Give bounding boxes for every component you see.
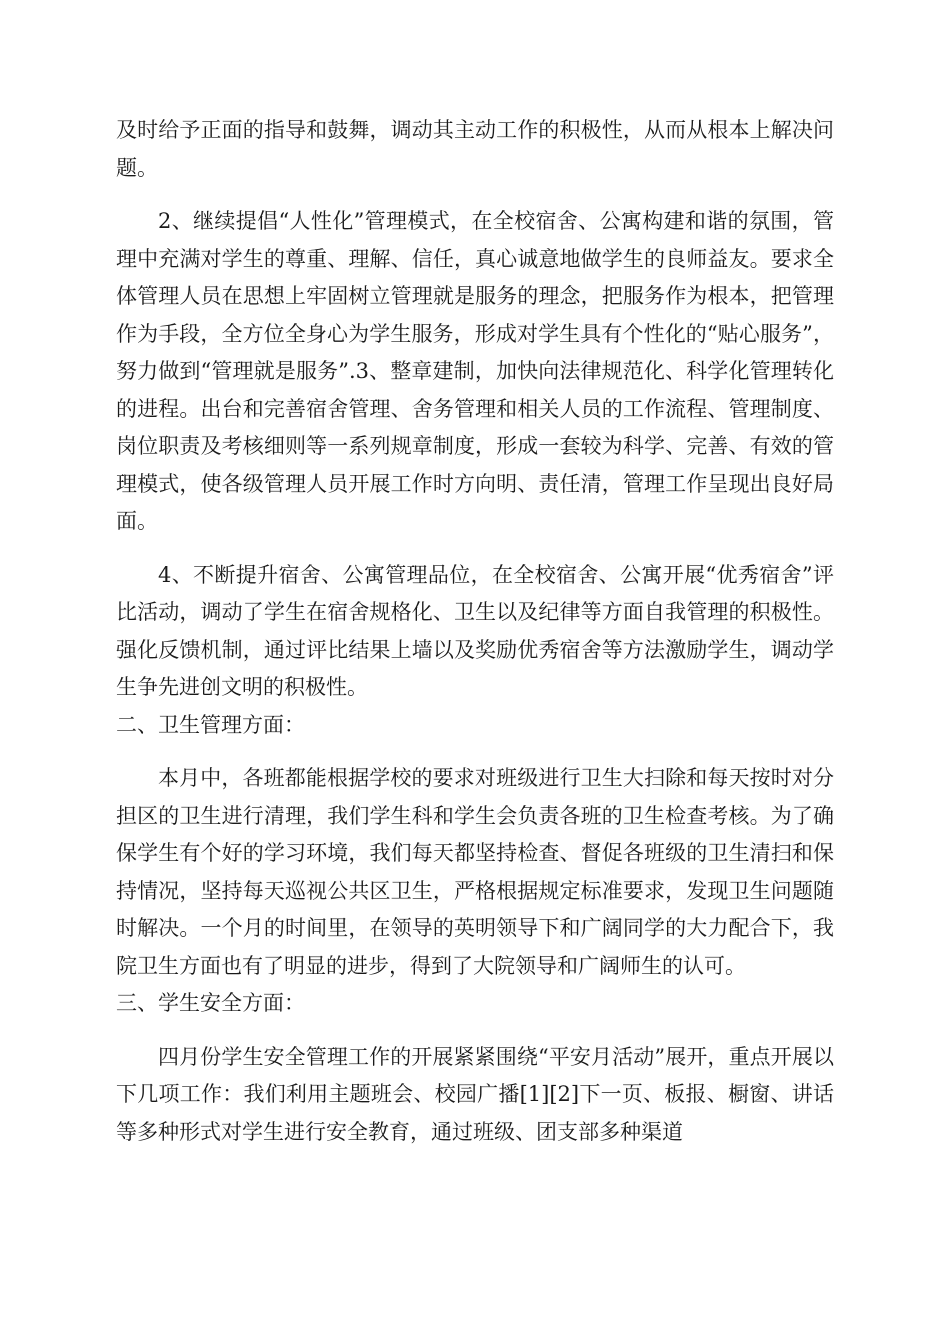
- paragraph-hygiene: 本月中，各班都能根据学校的要求对班级进行卫生大扫除和每天按时对分担区的卫生进行清理，我们学生科和学生会负责各班的卫生检查考核。为了确保学生有个好的学习环境，我们每天都坚持检查、督促各班级的卫生清扫和保持情况，坚持每天巡视公共区卫生，严格根据规定标准要求，发现卫生问题随时解决。一个月的时间里，在领导的英明领导下和广阔同学的大力配合下，我院卫生方面也有了明显的进步，得到了大院领导和广阔师生的认可。: [116, 766, 834, 978]
- section-heading-safety: 三、学生安全方面：: [116, 991, 305, 1015]
- paragraph-continuation: 及时给予正面的指导和鼓舞，调动其主动工作的积极性，从而从根本上解决问题。: [116, 118, 834, 180]
- document-body: [116, 112, 834, 1151]
- paragraph-humanized-management: 2、继续提倡“人性化”管理模式，在全校宿舍、公寓构建和谐的氛围，管理中充满对学生的尊重、理解、信任，真心诚意地做学生的良师益友。要求全体管理人员在思想上牢固树立管理就是服务的理念，把服务作为根本，把管理作为手段，全方位全身心为学生服务，形成对学生具有个性化的“贴心服务”，努力做到“管理就是服务”.3、整章建制，加快向法律规范化、科学化管理转化的进程。出台和完善宿舍管理、舍务管理和相关人员的工作流程、管理制度、岗位职责及考核细则等一系列规章制度，形成一套较为科学、完善、有效的管理模式，使各级管理人员开展工作时方向明、责任清，管理工作呈现出良好局面。: [116, 209, 834, 533]
- paragraph-safety: 四月份学生安全管理工作的开展紧紧围绕“平安月活动”展开，重点开展以下几项工作：我们利用主题班会、校园广播[1][2]下一页、板报、橱窗、讲话等多种形式对学生进行安全教育，通过班级、团支部多种渠道: [116, 1044, 834, 1144]
- paragraph-dorm-evaluation: 4、不断提升宿舍、公寓管理品位，在全校宿舍、公寓开展“优秀宿舍”评比活动，调动了学生在宿舍规格化、卫生以及纪律等方面自我管理的积极性。强化反馈机制，通过评比结果上墙以及奖励优秀宿舍等方法激励学生，调动学生争先进创文明的积极性。: [116, 562, 834, 699]
- section-heading-hygiene: 二、卫生管理方面：: [116, 712, 305, 737]
